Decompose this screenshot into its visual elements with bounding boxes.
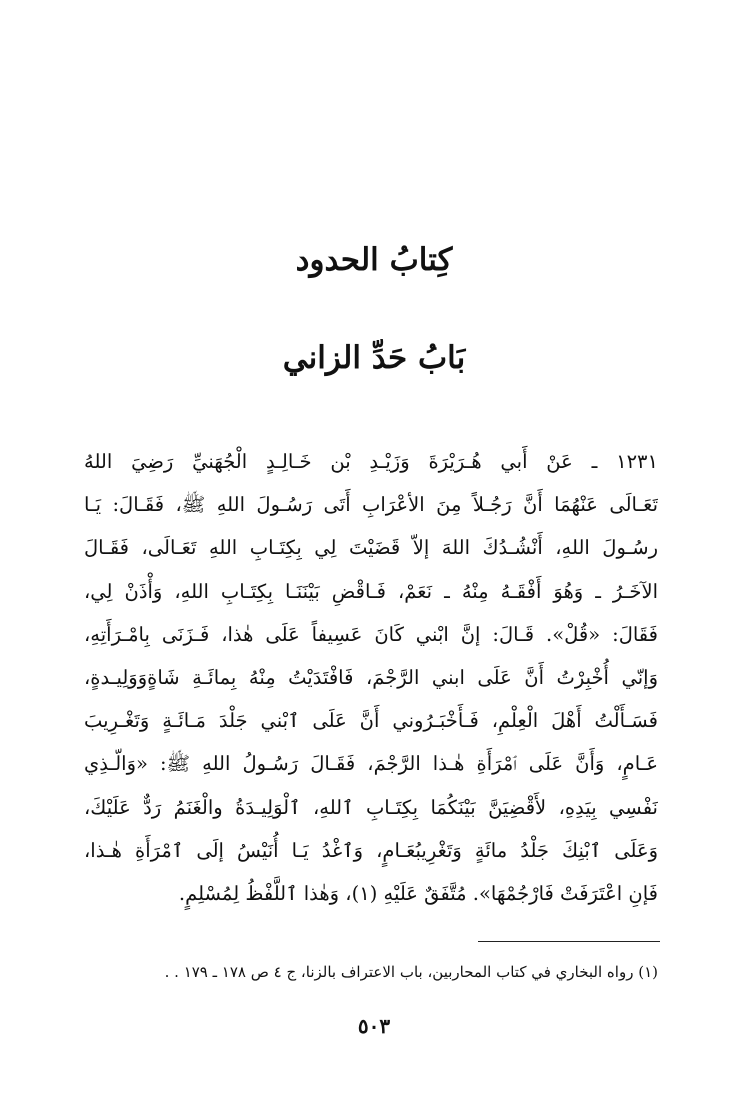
hadith-line: رسُـولَ اللهِ، أَنْشُـدُكَ اللهَ إلاّ قَضَيْتَ لِي بِكِتَـابِ اللهِ تَعَـالَى، فَقَـالَ	[84, 536, 658, 560]
footnote: (١) رواه البخاري في كتاب المحاربين، باب الاعتراف بالزنا، ج ٤ ص ١٧٨ ـ ١٧٩ . .	[164, 963, 658, 981]
hadith-line: فَسَـأَلْتُ أَهْلَ الْعِلْمِ، فَـأَخْبَـرُوني أَنَّ عَلَى ٱبْني جَلْدَ مَـائَـةٍ وَتَغْـرِيبَ	[84, 709, 658, 733]
hadith-line: الآخَـرُ ـ وَهُوَ أَفْقَـهُ مِنْهُ ـ نَعَمْ، فَـاقْضِ بَيْنَنَـا بِكِتَـابِ اللهِ، وَأْذَنْ لِي،	[84, 579, 658, 603]
footnote-divider	[478, 941, 660, 942]
hadith-line: فَقَالَ: «قُلْ». قَـالَ: إنَّ ابْني كَانَ عَسِيفاً عَلَى هٰذا، فَـزَنَى بِامْـرَأَتِهِ،	[84, 622, 658, 646]
book-title: كِتابُ الحدود	[295, 242, 453, 278]
hadith-line: فَإنِ اعْتَرَفَتْ فَارْجُمْهَا». مُتَّفَقٌ عَلَيْهِ (١)، وَهٰذا ٱللَّفْظُ لِمُسْلِمٍ.	[178, 881, 658, 905]
hadith-line: وَعَلَى ٱبْنِكَ جَلْدُ مائَةٍ وَتَغْرِيبُعَـامٍ، وَٱغْدُ يَـا أُنَيْسُ إلَى ٱمْرَأَةِ هٰـذا،	[84, 838, 658, 862]
chapter-title: بَابُ حَدِّ الزاني	[282, 340, 466, 376]
hadith-line: ١٢٣١ ـ عَنْ أَبي هُـرَيْرَةَ وَزَيْـدِ بْن خَـالِـدٍ الْجُهَنيِّ رَضِيَ اللهُ	[84, 450, 658, 473]
hadith-line: عَـامٍ، وَأَنَّ عَلَى ٱمْرَأَةِ هٰـذا الرَّجْمَ، فَقَـالَ رَسُـولُ اللهِ ﷺ: «وَالّـذِي	[84, 752, 658, 776]
hadith-line: نَفْسِي بِيَدِهِ، لأَقْضِيَنَّ بَيْنَكُمَا بِكِتَـابِ ٱللهِ، ٱلْوَلِيـدَةُ والْغَنَمُ رَدٌّ عَلَيْكَ،	[84, 795, 658, 819]
page-number: ٥٠٣	[357, 1014, 391, 1038]
hadith-text	[84, 440, 658, 915]
hadith-line: تَعَـالَى عَنْهُمَا أَنَّ رَجُـلاً مِنَ الأعْرَابِ أَتَى رَسُـولَ اللهِ ﷺ، فَقَـالَ: يَـا	[84, 493, 658, 517]
hadith-line: وَإنّي أُخْبِرْتُ أَنَّ عَلَى ابني الرَّجْمَ، فَافْتَدَيْتُ مِنْهُ بِمائَـةِ شَاةٍوَوَلِيـدةٍ،	[84, 665, 658, 689]
